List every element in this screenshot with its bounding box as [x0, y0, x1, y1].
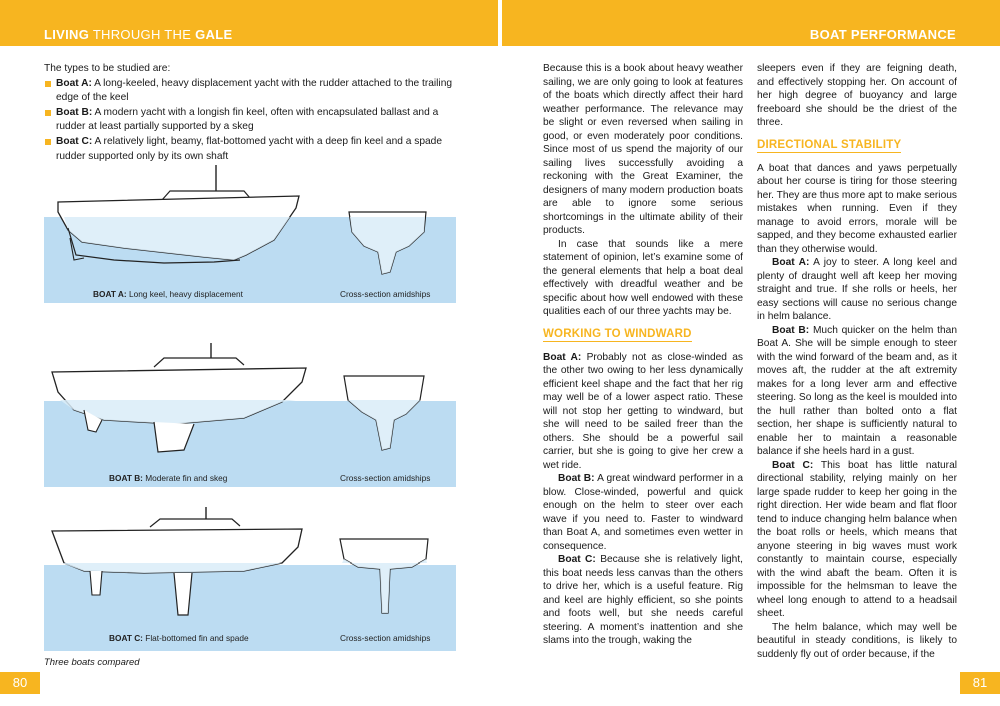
boat-types-list	[44, 77, 458, 165]
section-b-underwater	[346, 400, 421, 450]
spade-rudder	[90, 571, 102, 595]
paragraph: sleepers even if they are feigning death, and effectively stopping her. On account of her high degree of buoyancy and large freeboard she should be the driest of the three.	[757, 63, 957, 128]
list-item-text: A modern yacht with a longish fin keel, often with encapsulated ballast and a rudder at least partially supported by a skeg	[56, 106, 439, 133]
list-item-text: A relatively light, beamy, flat-bottomed yacht with a deep fin keel and a spade rudder supported only by its own shaft	[56, 135, 443, 162]
paragraph-boat-b	[543, 472, 743, 553]
paragraph-text: A great windward performer in a blow. Close-winded, powerful and quick enough on the helm to steer over each wave if you need to. Faster to windward than Boat A, and sometimes even wetter in consequence.	[543, 473, 743, 552]
coachroof	[150, 519, 240, 527]
paragraph-text: Probably not as close-winded as the other two owing to her less dynamically efficient keel shape and the fact that her rig may well be of a lower aspect ratio. These will not stop her getting to windward, but she will need to be sailed freer than the others. She should be a powerful sail carrier, but she is going to give her crew a wet ride.	[543, 351, 744, 471]
run-in-label: Boat C:	[772, 459, 814, 471]
header-left-part1: LIVING	[44, 27, 90, 42]
fin-keel	[154, 422, 194, 452]
list-item	[44, 77, 458, 106]
text-column-b	[757, 62, 957, 661]
boat-a-illustration	[44, 160, 456, 275]
figure-note: Three boats compared	[44, 657, 140, 668]
caption-text: Long keel, heavy displacement	[126, 289, 243, 299]
run-in-label: Boat B:	[558, 473, 595, 484]
caption-label: BOAT C:	[109, 633, 143, 643]
boat-types-intro	[44, 62, 458, 164]
running-header-left	[0, 0, 498, 46]
page-number-right: 81	[960, 672, 1000, 694]
run-in-label: Boat A:	[772, 257, 810, 268]
bullet-square-icon	[45, 139, 51, 145]
run-in-label: Boat A:	[543, 351, 582, 363]
section-caption-b: Cross-section amidships	[340, 473, 431, 483]
paragraph-text: Because she is relatively light, this boat needs less canvas than the others to drive her, which is a useful feature. Rig and keel are highly efficient, so she points and foots well, but she needs careful steering. A moment’s inattention and she slams into the trough, waking the	[543, 554, 743, 646]
section-caption-c: Cross-section amidships	[340, 633, 431, 643]
section-caption-a: Cross-section amidships	[340, 289, 431, 299]
list-item-text: A long-keeled, heavy displacement yacht with the rudder attached to the trailing edge of the keel	[56, 77, 453, 104]
paragraph-text: Much quicker on the helm than Boat A. She will be simple enough to steer with the wind forward of the beam and, as it moves aft, the rudder at the aft extremity makes for a long lever arm and effective steering. So long as the keel is moulded into the hull rather than bolted onto a flat section, her shape is sufficiently natural to enable her to maintain a reasonable balance if she heels hard in a gust.	[757, 324, 958, 457]
paragraph: A boat that dances and yaws perpetually about her course is tiring for those steering her. They are thus more apt to make serious mistakes when running. Even if they manage to avoid errors, morale will be sapped, and they become exhausted earlier than they otherwise would.	[757, 162, 957, 255]
caption-label: BOAT A:	[93, 289, 127, 299]
list-item	[44, 106, 458, 135]
paragraph-text: A joy to steer. A long keel and plenty of draught well aft keep her moving straight and true. If she rolls or heels, her easy sections will cause no serious change in helm balance.	[757, 257, 957, 322]
section-c-underwater	[342, 559, 427, 613]
run-in-label: Boat C:	[558, 554, 596, 565]
paragraph-boat-a	[543, 351, 743, 473]
list-item-label: Boat A:	[56, 77, 92, 89]
list-item-label: Boat B:	[56, 106, 93, 118]
coachroof	[154, 358, 244, 367]
bullet-square-icon	[45, 110, 51, 116]
deep-fin-keel	[174, 573, 192, 615]
section-heading-directional-stability: DIRECTIONAL STABILITY	[757, 138, 902, 151]
intro-lead: The types to be studied are:	[44, 63, 171, 74]
running-header-right: BOAT PERFORMANCE	[502, 0, 1000, 46]
bullet-square-icon	[45, 81, 51, 87]
paragraph-boat-c	[543, 553, 743, 648]
section-a-underwater	[350, 217, 425, 274]
list-item-label: Boat C:	[56, 135, 93, 147]
paragraph-boat-a	[757, 256, 957, 324]
figure-caption-boat-b	[109, 473, 227, 483]
paragraph: Because this is a book about heavy weather sailing, we are only going to look at features of the boats which directly affect their hard weather performance. The relevance may be slight or even reversed when sailing in good, or even moderately poor conditions. Since most of us spend the majority of our sailing lives successfully avoiding a reckoning with the Great Examiner, the designers of many modern production boats are able to ignore some serious shortcomings in the ultimate ability of their products.	[543, 63, 743, 236]
paragraph: In case that sounds like a mere statement of opinion, let’s examine some of the general elements that help a boat deal effectively with dreadful weather and be specific about how well endowed with these qualities each of our three yachts may be.	[543, 238, 743, 317]
paragraph-boat-c	[757, 459, 957, 621]
boat-c-illustration	[44, 505, 456, 623]
header-left-part3: GALE	[195, 27, 233, 42]
boat-b-illustration	[44, 340, 456, 460]
boat-a-underwater-hull	[64, 217, 290, 260]
caption-text: Moderate fin and skeg	[142, 473, 228, 483]
caption-label: BOAT B:	[109, 473, 143, 483]
paragraph-boat-b	[757, 324, 957, 459]
run-in-label: Boat B:	[772, 324, 810, 336]
figure-caption-boat-a	[93, 289, 243, 299]
header-left-part2: THROUGH THE	[89, 27, 196, 42]
paragraph-text: This boat has little natural directional stability, relying mainly on her large spade rudder to keep her going in the right direction. Her wide beam and flat floor tend to induce changing helm balance when the boat rolls or heels, which means that anyone steering in big waves must work constantly to maintain course, especially with the wind abaft the beam. Often it is impossible for the helmsman to leave the wheel long enough to attend to a headsail sheet.	[757, 459, 958, 619]
caption-text: Flat-bottomed fin and spade	[142, 633, 249, 643]
paragraph: The helm balance, which may well be beautiful in steady conditions, is likely to suddenly fly out of order because, if the	[757, 621, 957, 660]
page-number-left: 80	[0, 672, 40, 694]
section-heading-windward: WORKING TO WINDWARD	[543, 327, 692, 340]
figure-caption-boat-c	[109, 633, 249, 643]
text-column-a	[543, 62, 743, 648]
